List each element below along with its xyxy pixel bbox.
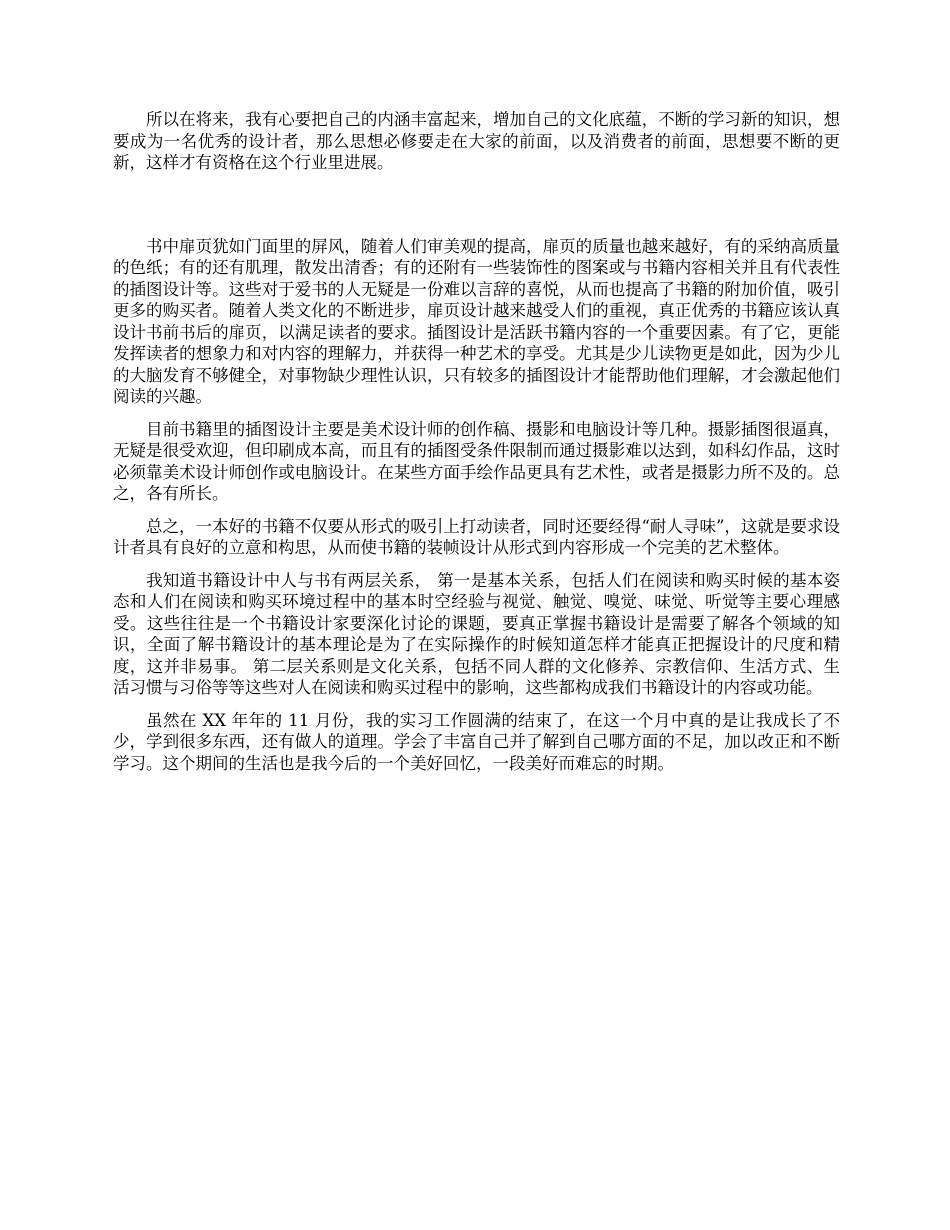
- paragraph-1: 所以在将来，我有心要把自己的内涵丰富起来，增加自己的文化底蕴，不断的学习新的知识，想要成为一名优秀的设计者，那么思想必修要走在大家的前面，以及消费者的前面，思想要不断的更新，这样才有资格在这个行业里进展。: [113, 110, 840, 172]
- section-gap: [113, 174, 840, 236]
- document-body: [113, 109, 840, 785]
- paragraph-6: 虽然在 XX 年年的 11 月份，我的实习工作圆满的结束了，在这一个月中真的是让我成长了不少，学到很多东西，还有做人的道理。学会了丰富自己并了解到自己哪方面的不足，加以改正和不断学习。这个期间的生活也是我今后的一个美好回忆，一段美好而难忘的时期。: [113, 710, 840, 773]
- paragraph-5: 我知道书籍设计中人与书有两层关系， 第一是基本关系，包括人们在阅读和购买时候的基本姿态和人们在阅读和购买环境过程中的基本时空经验与视觉、触觉、嗅觉、味觉、听觉等主要心理感受。这些往往是一个书籍设计家要深化讨论的课题，要真正掌握书籍设计是需要了解各个领域的知识，全面了解书籍设计的基本理论是为了在实际操作的时候知道怎样才能真正把握设计的尺度和精度，这并非易事。 第二层关系则是文化关系，包括不同人群的文化修养、宗教信仰、生活方式、生活习惯与习俗等等这些对人在阅读和购买过程中的影响，这些都构成我们书籍设计的内容或功能。: [113, 570, 840, 697]
- paragraph-4: 总之，一本好的书籍不仅要从形式的吸引上打动读者，同时还要经得“耐人寻味”，这就是要求设计者具有良好的立意和构思，从而使书籍的装帧设计从形式到内容形成一个完美的艺术整体。: [113, 516, 840, 557]
- paragraph-2: 书中扉页犹如门面里的屏风，随着人们审美观的提高，扉页的质量也越来越好，有的采纳高质量的色纸；有的还有肌理，散发出清香；有的还附有一些装饰性的图案或与书籍内容相关并且有代表性的插图设计等。这些对于爱书的人无疑是一份难以言辞的喜悦，从而也提高了书籍的附加价值，吸引更多的购买者。随着人类文化的不断进步，扉页设计越来越受人们的重视，真正优秀的书籍应该认真设计书前书后的扉页，以满足读者的要求。插图设计是活跃书籍内容的一个重要因素。有了它，更能发挥读者的想象力和对内容的理解力，并获得一种艺术的享受。尤其是少儿读物更是如此，因为少儿的大脑发育不够健全，对事物缺少理性认识，只有较多的插图设计才能帮助他们理解，才会激起他们阅读的兴趣。: [113, 236, 840, 406]
- paragraph-3: 目前书籍里的插图设计主要是美术设计师的创作稿、摄影和电脑设计等几种。摄影插图很逼真，无疑是很受欢迎，但印刷成本高，而且有的插图受条件限制而通过摄影难以达到，如科幻作品，这时必须靠美术设计师创作或电脑设计。在某些方面手绘作品更具有艺术性，或者是摄影力所不及的。总之，各有所长。: [113, 419, 840, 503]
